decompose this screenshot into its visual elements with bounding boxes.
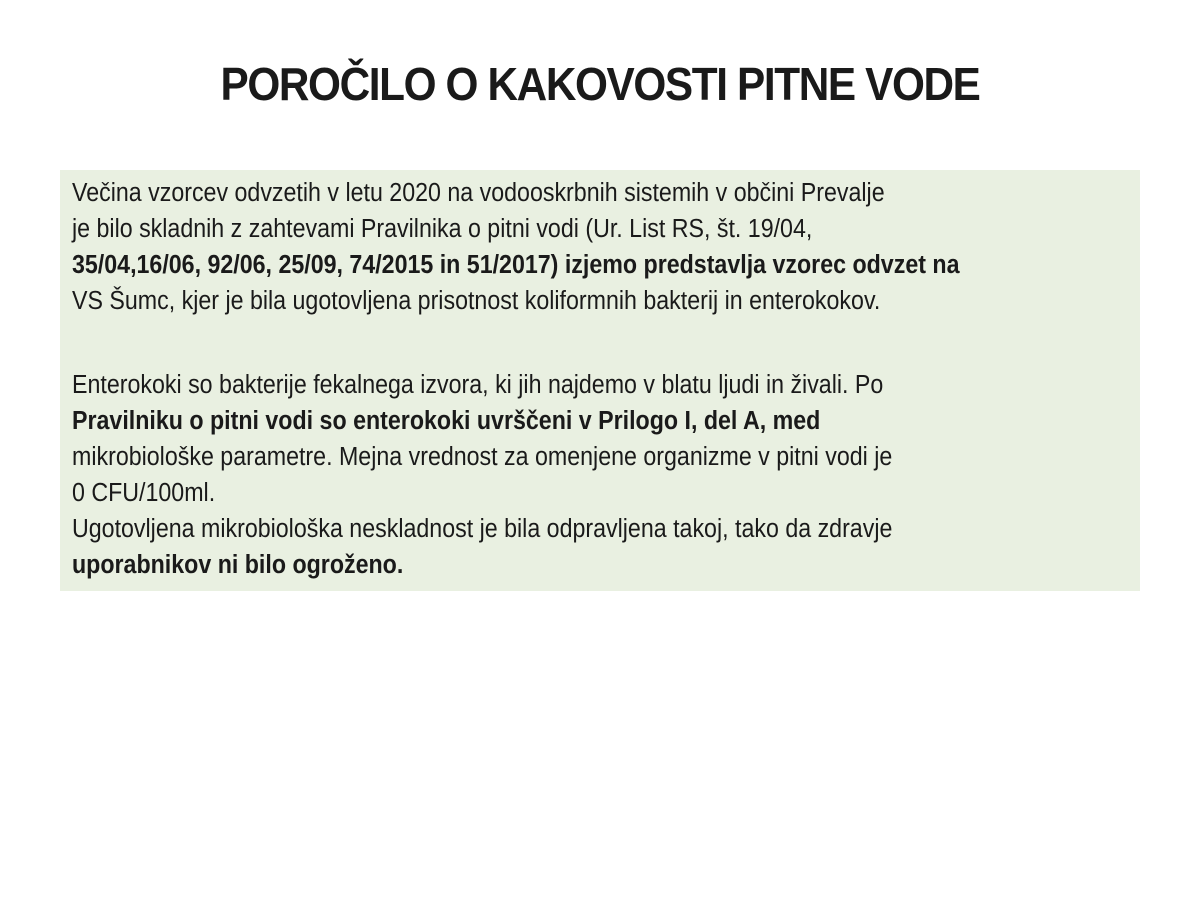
text-line: Večina vzorcev odvzetih v letu 2020 na vodooskrbnih sistemih v občini Prevalje <box>72 179 885 207</box>
text-line: VS Šumc, kjer je bila ugotovljena prisotnost koliformnih bakterij in enterokokov. <box>72 287 881 315</box>
text-line: Ugotovljena mikrobiološka neskladnost je bila odpravljena takoj, tako da zdravje <box>72 515 893 543</box>
text-line: mikrobiološke parametre. Mejna vrednost za omenjene organizme v pitni vodi je <box>72 443 893 471</box>
paragraph-spacer <box>72 319 1140 367</box>
paragraph-results <box>72 175 1140 319</box>
text-line: je bilo skladnih z zahtevami Pravilnika o pitni vodi (Ur. List RS, št. 19/04, <box>72 215 813 243</box>
text-line: 35/04,16/06, 92/06, 25/09, 74/2015 in 51/2017) izjemo predstavlja vzorec odvzet na <box>72 251 960 279</box>
page-title: POROČILO O KAKOVOSTI PITNE VODE <box>220 58 980 110</box>
text-line: 0 CFU/100ml. <box>72 479 216 507</box>
report-text-box <box>60 170 1140 591</box>
text-line: uporabnikov ni bilo ogroženo. <box>72 551 404 579</box>
text-line: Pravilniku o pitni vodi so enterokoki uvrščeni v Prilogo I, del A, med <box>72 407 821 435</box>
text-line: Enterokoki so bakterije fekalnega izvora, ki jih najdemo v blatu ljudi in živali. Po <box>72 371 884 399</box>
paragraph-enterococci <box>72 367 1140 583</box>
